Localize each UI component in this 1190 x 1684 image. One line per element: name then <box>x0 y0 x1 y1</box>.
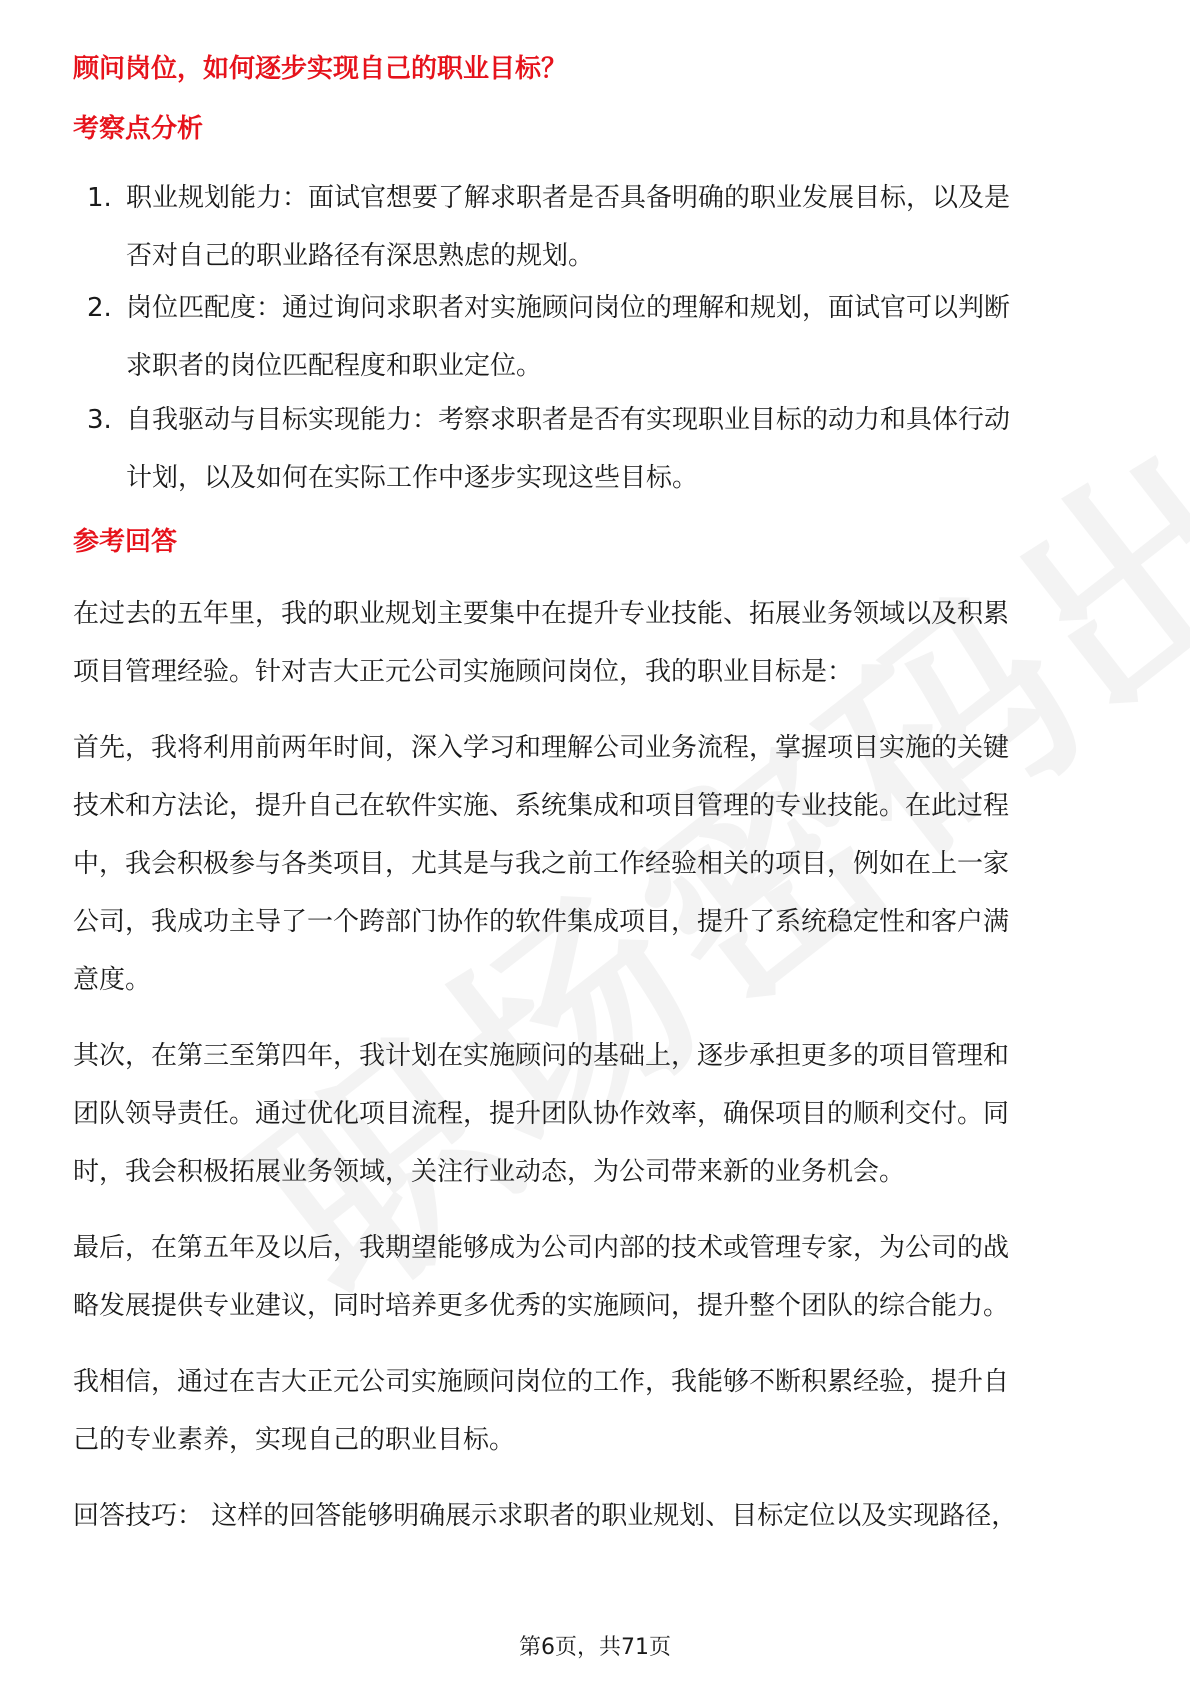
answer-paragraph <box>73 1219 1123 1335</box>
paragraph-line: 首先，我将利用前两年时间，深入学习和理解公司业务流程，掌握项目实施的关键 <box>73 733 1010 763</box>
question-title: 顾问岗位，如何逐步实现自己的职业目标？ <box>73 54 568 84</box>
list-number: 1. <box>87 183 112 213</box>
analysis-list <box>73 169 1123 507</box>
answer-paragraph <box>73 585 1123 701</box>
paragraph-line: 略发展提供专业建议，同时培养更多优秀的实施顾问，提升整个团队的综合能力。 <box>73 1291 1010 1321</box>
paragraph-line: 最后，在第五年及以后，我期望能够成为公司内部的技术或管理专家，为公司的战 <box>73 1233 1010 1263</box>
answer-paragraph <box>73 1353 1123 1469</box>
list-line: 自我驱动与目标实现能力：考察求职者是否有实现职业目标的动力和具体行动 <box>126 405 1011 435</box>
paragraph-line: 在过去的五年里，我的职业规划主要集中在提升专业技能、拓展业务领域以及积累 <box>73 599 1010 629</box>
paragraph-line: 中，我会积极参与各类项目，尤其是与我之前工作经验相关的项目，例如在上一家 <box>73 849 1010 879</box>
list-line: 计划，以及如何在实际工作中逐步实现这些目标。 <box>126 463 699 493</box>
paragraph-line: 己的专业素养，实现自己的职业目标。 <box>73 1425 516 1455</box>
page-footer: 第6页，共71页 <box>519 1635 671 1660</box>
paragraph-line: 回答技巧： 这样的回答能够明确展示求职者的职业规划、目标定位以及实现路径， <box>73 1501 1018 1531</box>
list-line: 否对自己的职业路径有深思熟虑的规划。 <box>126 241 595 271</box>
paragraph-line: 技术和方法论，提升自己在软件实施、系统集成和项目管理的专业技能。在此过程 <box>73 791 1010 821</box>
list-number: 3. <box>87 405 112 435</box>
list-line: 职业规划能力：面试官想要了解求职者是否具备明确的职业发展目标，以及是 <box>126 183 1011 213</box>
answer-tip <box>73 1487 1123 1545</box>
analysis-heading: 考察点分析 <box>73 114 204 144</box>
paragraph-line: 时，我会积极拓展业务领域，关注行业动态，为公司带来新的业务机会。 <box>73 1157 906 1187</box>
list-item <box>73 391 1123 507</box>
paragraph-line: 项目管理经验。针对吉大正元公司实施顾问岗位，我的职业目标是： <box>73 657 854 687</box>
answer-paragraph <box>73 1027 1123 1201</box>
list-item <box>73 169 1123 285</box>
paragraph-line: 其次，在第三至第四年，我计划在实施顾问的基础上，逐步承担更多的项目管理和 <box>73 1041 1010 1071</box>
list-line: 岗位匹配度：通过询问求职者对实施顾问岗位的理解和规划，面试官可以判断 <box>126 293 1011 323</box>
answer-paragraph <box>73 719 1123 1009</box>
paragraph-line: 公司，我成功主导了一个跨部门协作的软件集成项目，提升了系统稳定性和客户满 <box>73 907 1010 937</box>
answer-heading: 参考回答 <box>73 527 178 557</box>
content <box>73 44 1123 1545</box>
list-number: 2. <box>87 293 112 323</box>
paragraph-line: 意度。 <box>73 965 152 995</box>
paragraph-line: 我相信，通过在吉大正元公司实施顾问岗位的工作，我能够不断积累经验，提升自 <box>73 1367 1010 1397</box>
paragraph-line: 团队领导责任。通过优化项目流程，提升团队协作效率，确保项目的顺利交付。同 <box>73 1099 1010 1129</box>
list-line: 求职者的岗位匹配程度和职业定位。 <box>126 351 543 381</box>
list-item <box>73 279 1123 395</box>
